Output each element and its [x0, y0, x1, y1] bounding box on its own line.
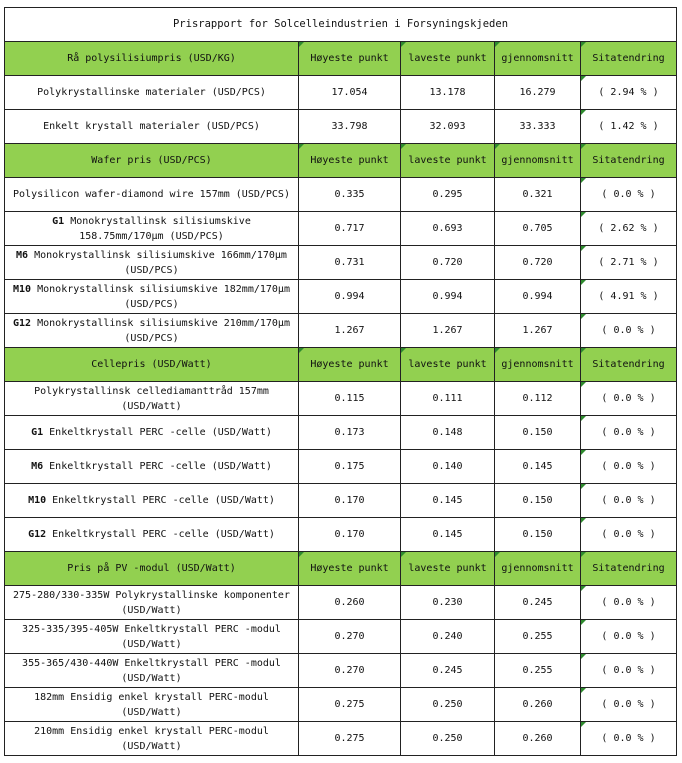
product-name-cell	[5, 110, 299, 144]
lowest-point-cell: 0.145	[401, 484, 495, 518]
quote-change-cell: ( 0.0 % )	[581, 450, 677, 484]
table-row	[5, 382, 677, 416]
table-row	[5, 76, 677, 110]
lowest-point-cell: 0.148	[401, 416, 495, 450]
product-name: Enkeltkrystall PERC -celle (USD/Watt)	[49, 427, 272, 438]
product-name-cell	[5, 450, 299, 484]
product-name-cell	[5, 212, 299, 246]
column-header-lowest-point: laveste punkt	[401, 144, 495, 178]
table-row	[5, 280, 677, 314]
table-row	[5, 722, 677, 756]
average-cell: 0.245	[495, 586, 581, 620]
average-cell: 0.720	[495, 246, 581, 280]
lowest-point-cell: 13.178	[401, 76, 495, 110]
size-code: G12	[28, 529, 47, 540]
highest-point-cell: 0.270	[299, 654, 401, 688]
quote-change-cell: ( 2.71 % )	[581, 246, 677, 280]
product-name: Polykrystallinsk cellediamanttråd 157mm (USD/Watt)	[34, 385, 269, 412]
quote-change-cell: ( 0.0 % )	[581, 314, 677, 348]
size-code: M6	[31, 461, 44, 472]
highest-point-cell: 0.275	[299, 688, 401, 722]
highest-point-cell: 33.798	[299, 110, 401, 144]
highest-point-cell: 0.170	[299, 484, 401, 518]
column-header-quote-change: Sitatendring	[581, 348, 677, 382]
section-title: Pris på PV -modul (USD/Watt)	[5, 552, 299, 586]
highest-point-cell: 0.175	[299, 450, 401, 484]
highest-point-cell: 0.270	[299, 620, 401, 654]
column-header-quote-change: Sitatendring	[581, 42, 677, 76]
product-name: Enkelt krystall materialer (USD/PCS)	[43, 121, 260, 132]
table-row	[5, 518, 677, 552]
column-header-lowest-point: laveste punkt	[401, 348, 495, 382]
table-row	[5, 484, 677, 518]
column-header-quote-change: Sitatendring	[581, 552, 677, 586]
average-cell: 0.705	[495, 212, 581, 246]
quote-change-cell: ( 2.62 % )	[581, 212, 677, 246]
product-name: Monokrystallinsk silisiumskive 158.75mm/170μm (USD/PCS)	[70, 215, 251, 242]
product-name: Monokrystallinsk silisiumskive 210mm/170μm (USD/PCS)	[37, 317, 290, 344]
column-header-highest-point: Høyeste punkt	[299, 552, 401, 586]
highest-point-cell: 17.054	[299, 76, 401, 110]
product-name: Polysilicon wafer-diamond wire 157mm (USD/PCS)	[13, 189, 290, 200]
quote-change-cell: ( 0.0 % )	[581, 654, 677, 688]
highest-point-cell: 0.717	[299, 212, 401, 246]
product-name-cell	[5, 416, 299, 450]
price-report	[4, 7, 677, 756]
highest-point-cell: 1.267	[299, 314, 401, 348]
section-title: Wafer pris (USD/PCS)	[5, 144, 299, 178]
product-name: 182mm Ensidig enkel krystall PERC-modul (USD/Watt)	[34, 691, 269, 718]
average-cell: 1.267	[495, 314, 581, 348]
lowest-point-cell: 0.245	[401, 654, 495, 688]
lowest-point-cell: 0.693	[401, 212, 495, 246]
section-header-row	[5, 42, 677, 76]
product-name: Monokrystallinsk silisiumskive 166mm/170μm (USD/PCS)	[34, 249, 287, 276]
highest-point-cell: 0.115	[299, 382, 401, 416]
quote-change-cell: ( 0.0 % )	[581, 586, 677, 620]
product-name-cell	[5, 246, 299, 280]
quote-change-cell: ( 0.0 % )	[581, 178, 677, 212]
table-row	[5, 212, 677, 246]
lowest-point-cell: 0.140	[401, 450, 495, 484]
lowest-point-cell: 0.720	[401, 246, 495, 280]
average-cell: 0.255	[495, 654, 581, 688]
column-header-lowest-point: laveste punkt	[401, 42, 495, 76]
highest-point-cell: 0.170	[299, 518, 401, 552]
column-header-average: gjennomsnitt	[495, 144, 581, 178]
column-header-average: gjennomsnitt	[495, 552, 581, 586]
quote-change-cell: ( 2.94 % )	[581, 76, 677, 110]
quote-change-cell: ( 4.91 % )	[581, 280, 677, 314]
column-header-average: gjennomsnitt	[495, 348, 581, 382]
column-header-lowest-point: laveste punkt	[401, 552, 495, 586]
column-header-average: gjennomsnitt	[495, 42, 581, 76]
highest-point-cell: 0.731	[299, 246, 401, 280]
product-name-cell	[5, 586, 299, 620]
product-name-cell	[5, 518, 299, 552]
quote-change-cell: ( 0.0 % )	[581, 722, 677, 756]
size-code: G1	[52, 215, 65, 227]
title-row	[5, 8, 677, 42]
table-row	[5, 688, 677, 722]
product-name-cell	[5, 314, 299, 348]
highest-point-cell: 0.173	[299, 416, 401, 450]
product-name-cell	[5, 178, 299, 212]
table-row	[5, 586, 677, 620]
quote-change-cell: ( 0.0 % )	[581, 382, 677, 416]
product-name-cell	[5, 620, 299, 654]
highest-point-cell: 0.260	[299, 586, 401, 620]
lowest-point-cell: 0.295	[401, 178, 495, 212]
product-name-cell	[5, 280, 299, 314]
report-title: Prisrapport for Solcelleindustrien i Forsyningskjeden	[5, 8, 677, 42]
lowest-point-cell: 32.093	[401, 110, 495, 144]
lowest-point-cell: 0.240	[401, 620, 495, 654]
product-name: Enkeltkrystall PERC -celle (USD/Watt)	[49, 461, 272, 472]
column-header-highest-point: Høyeste punkt	[299, 144, 401, 178]
size-code: G1	[31, 427, 44, 438]
average-cell: 0.260	[495, 722, 581, 756]
table-row	[5, 620, 677, 654]
lowest-point-cell: 0.230	[401, 586, 495, 620]
column-header-highest-point: Høyeste punkt	[299, 42, 401, 76]
average-cell: 0.150	[495, 416, 581, 450]
table-row	[5, 246, 677, 280]
product-name-cell	[5, 382, 299, 416]
average-cell: 33.333	[495, 110, 581, 144]
product-name: Enkeltkrystall PERC -celle (USD/Watt)	[52, 495, 275, 506]
product-name-cell	[5, 654, 299, 688]
lowest-point-cell: 0.111	[401, 382, 495, 416]
size-code: G12	[13, 317, 32, 329]
product-name: 210mm Ensidig enkel krystall PERC-modul (USD/Watt)	[34, 725, 269, 752]
average-cell: 0.112	[495, 382, 581, 416]
price-table	[4, 7, 677, 756]
average-cell: 0.321	[495, 178, 581, 212]
average-cell: 0.260	[495, 688, 581, 722]
size-code: M10	[13, 283, 32, 295]
product-name-cell	[5, 722, 299, 756]
average-cell: 0.255	[495, 620, 581, 654]
column-header-highest-point: Høyeste punkt	[299, 348, 401, 382]
table-row	[5, 416, 677, 450]
table-row	[5, 110, 677, 144]
quote-change-cell: ( 1.42 % )	[581, 110, 677, 144]
average-cell: 16.279	[495, 76, 581, 110]
column-header-quote-change: Sitatendring	[581, 144, 677, 178]
section-header-row	[5, 348, 677, 382]
average-cell: 0.145	[495, 450, 581, 484]
quote-change-cell: ( 0.0 % )	[581, 620, 677, 654]
highest-point-cell: 0.275	[299, 722, 401, 756]
table-row	[5, 314, 677, 348]
product-name: Monokrystallinsk silisiumskive 182mm/170μm (USD/PCS)	[37, 283, 290, 310]
quote-change-cell: ( 0.0 % )	[581, 416, 677, 450]
size-code: M6	[16, 249, 29, 261]
quote-change-cell: ( 0.0 % )	[581, 518, 677, 552]
product-name: 355-365/430-440W Enkeltkrystall PERC -modul (USD/Watt)	[22, 657, 281, 684]
quote-change-cell: ( 0.0 % )	[581, 688, 677, 722]
section-header-row	[5, 144, 677, 178]
lowest-point-cell: 1.267	[401, 314, 495, 348]
product-name: Polykrystallinske materialer (USD/PCS)	[37, 87, 266, 98]
average-cell: 0.150	[495, 518, 581, 552]
product-name-cell	[5, 76, 299, 110]
size-code: M10	[28, 495, 47, 506]
table-row	[5, 450, 677, 484]
average-cell: 0.994	[495, 280, 581, 314]
table-row	[5, 178, 677, 212]
product-name-cell	[5, 484, 299, 518]
highest-point-cell: 0.994	[299, 280, 401, 314]
section-title: Cellepris (USD/Watt)	[5, 348, 299, 382]
lowest-point-cell: 0.994	[401, 280, 495, 314]
average-cell: 0.150	[495, 484, 581, 518]
product-name: 325-335/395-405W Enkeltkrystall PERC -modul (USD/Watt)	[22, 623, 281, 650]
lowest-point-cell: 0.250	[401, 688, 495, 722]
quote-change-cell: ( 0.0 % )	[581, 484, 677, 518]
product-name: Enkeltkrystall PERC -celle (USD/Watt)	[52, 529, 275, 540]
product-name: 275-280/330-335W Polykrystallinske komponenter (USD/Watt)	[13, 589, 290, 616]
product-name-cell	[5, 688, 299, 722]
lowest-point-cell: 0.145	[401, 518, 495, 552]
section-title: Rå polysilisiumpris (USD/KG)	[5, 42, 299, 76]
highest-point-cell: 0.335	[299, 178, 401, 212]
lowest-point-cell: 0.250	[401, 722, 495, 756]
table-row	[5, 654, 677, 688]
section-header-row	[5, 552, 677, 586]
